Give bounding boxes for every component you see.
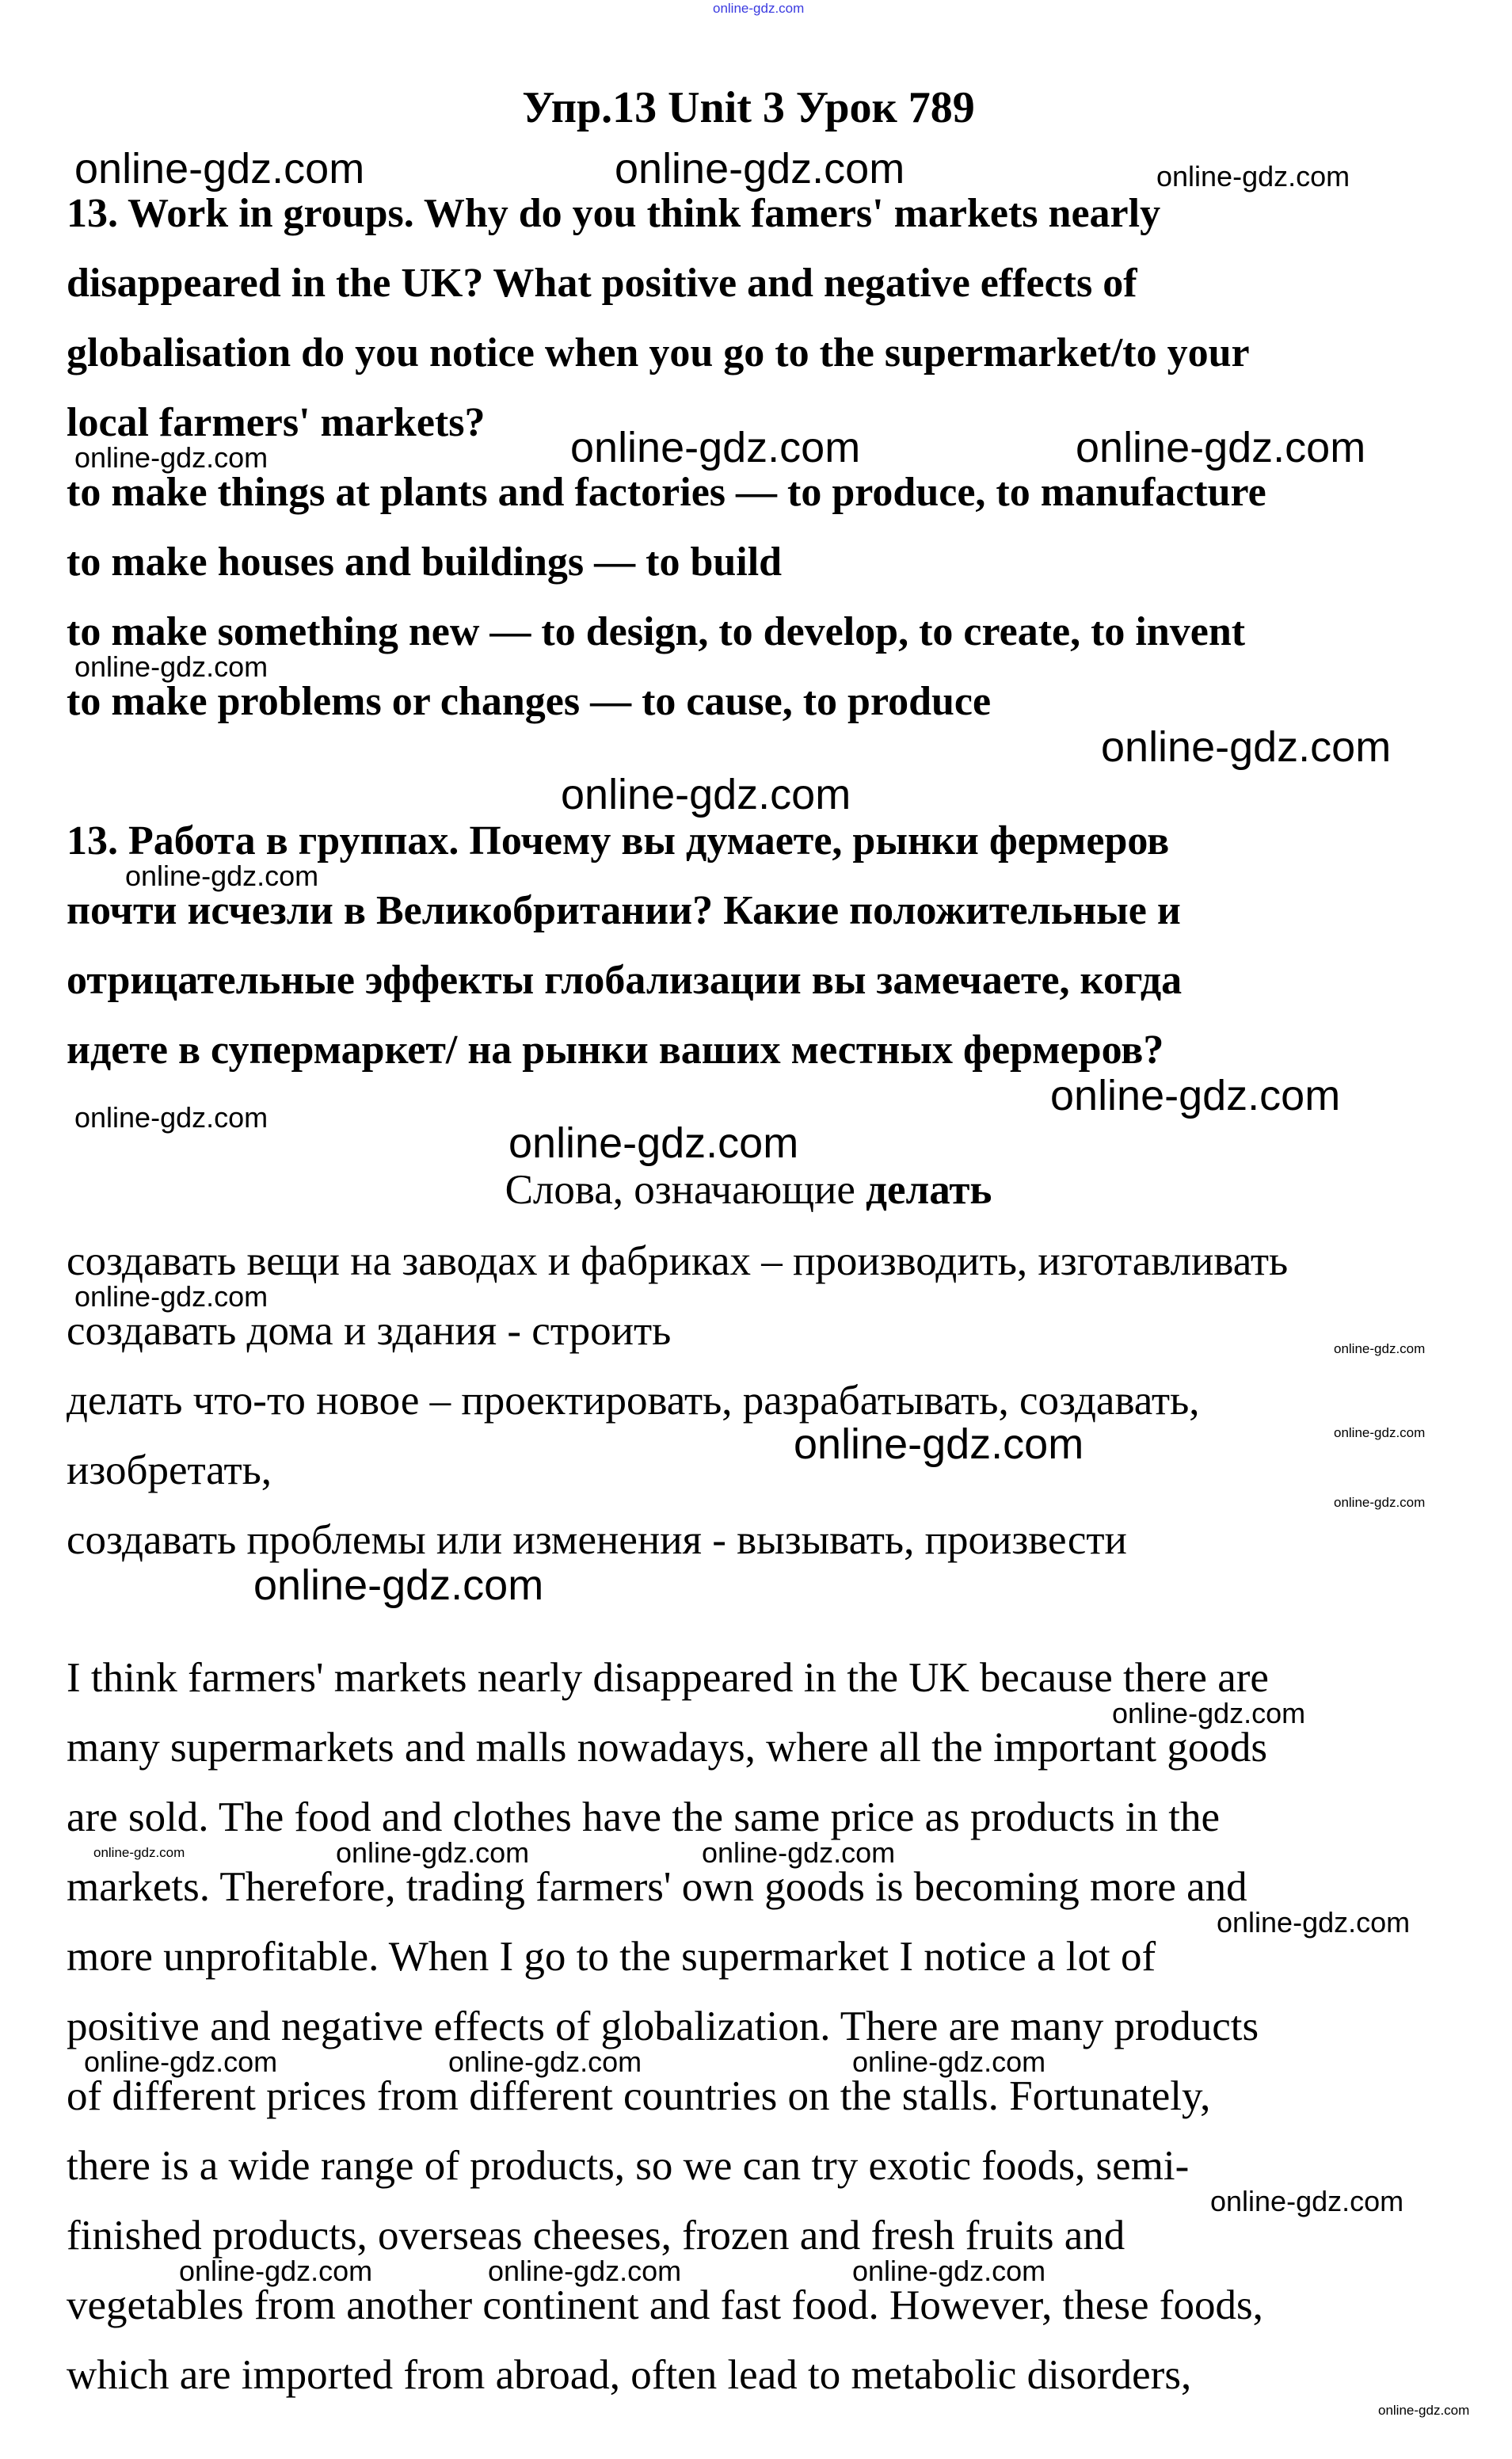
watermark: online-gdz.com [1210, 2185, 1404, 2217]
watermark: online-gdz.com [336, 1836, 530, 1869]
answer-line: I think farmers' markets nearly disappeared in the UK because there are [67, 1655, 1269, 1701]
watermark: online-gdz.com [488, 2255, 682, 2287]
watermark: online-gdz.com [615, 145, 905, 193]
watermark: online-gdz.com [1156, 160, 1350, 193]
answer-line: vegetables from another continent and fast food. However, these foods, [67, 2282, 1263, 2328]
answer-line: many supermarkets and malls nowadays, where all the important goods [67, 1725, 1268, 1771]
watermark: online-gdz.com [74, 1280, 269, 1313]
vocab-line: создавать вещи на заводах и фабриках – производить, изготавливать [67, 1238, 1289, 1284]
answer-line: positive and negative effects of globalization. There are many products [67, 2003, 1259, 2049]
watermark: online-gdz.com [74, 145, 365, 193]
vocab-line: создавать дома и здания - строить [67, 1308, 672, 1354]
page-title: Упр.13 Unit 3 Урок 789 [522, 83, 975, 132]
watermark: online-gdz.com [570, 424, 861, 471]
watermark: online-gdz.com [1101, 723, 1392, 771]
watermark: online-gdz.com [253, 1561, 544, 1609]
watermark: online-gdz.com [508, 1119, 799, 1167]
task-line: disappeared in the UK? What positive and negative effects of [67, 261, 1137, 306]
watermark: online-gdz.com [1076, 424, 1366, 471]
watermark: online-gdz.com [179, 2255, 373, 2287]
answer-line: more unprofitable. When I go to the supermarket I notice a lot of [67, 1934, 1156, 1980]
watermark: online-gdz.com [1050, 1072, 1341, 1119]
watermark: online-gdz.com [1217, 1906, 1411, 1939]
watermark: online-gdz.com [1378, 2403, 1470, 2418]
watermark: online-gdz.com [794, 1420, 1084, 1468]
task-line: почти исчезли в Великобритании? Какие положительные и [67, 888, 1181, 933]
vocab-line: создавать проблемы или изменения - вызывать, произвести [67, 1517, 1127, 1563]
watermark: online-gdz.com [1334, 1341, 1426, 1356]
watermark: online-gdz.com [84, 2045, 278, 2078]
vocab-line: to make problems or changes — to cause, to produce [67, 679, 992, 724]
vocab-line: делать что-то новое – проектировать, разрабатывать, создавать, [67, 1378, 1200, 1424]
answer-line: are sold. The food and clothes have the same price as products in the [67, 1794, 1221, 1840]
vocab-heading-bold: делать [866, 1167, 992, 1213]
task-line: идете в супермаркет/ на рынки ваших местных фермеров? [67, 1027, 1164, 1073]
vocab-line: изобретать, [67, 1447, 272, 1493]
watermark: online-gdz.com [448, 2045, 642, 2078]
watermark: online-gdz.com [852, 2255, 1046, 2287]
vocab-line: to make things at plants and factories — to produce, to manufacture [67, 470, 1266, 515]
task-line: 13. Работа в группах. Почему вы думаете, рынки фермеров [67, 818, 1170, 864]
vocab-heading-prefix: Слова, означающие [505, 1167, 866, 1213]
answer-line: of different prices from different countries on the stalls. Fortunately, [67, 2073, 1211, 2119]
answer-line: there is a wide range of products, so we can try exotic foods, semi- [67, 2143, 1190, 2189]
watermark: online-gdz.com [74, 441, 269, 474]
task-line: отрицательные эффекты глобализации вы замечаете, когда [67, 958, 1183, 1003]
watermark: online-gdz.com [713, 1, 805, 16]
vocab-heading [0, 1169, 1497, 1211]
watermark: online-gdz.com [74, 1101, 269, 1134]
task-line: globalisation do you notice when you go to the supermarket/to your [67, 330, 1250, 376]
watermark: online-gdz.com [74, 650, 269, 683]
answer-line: markets. Therefore, trading farmers' own goods is becoming more and [67, 1864, 1247, 1910]
vocab-line: to make houses and buildings — to build [67, 539, 783, 585]
watermark: online-gdz.com [125, 860, 319, 892]
watermark: online-gdz.com [93, 1845, 185, 1860]
answer-line: finished products, overseas cheeses, frozen and fresh fruits and [67, 2213, 1125, 2259]
answer-line: which are imported from abroad, often lead to metabolic disorders, [67, 2352, 1192, 2398]
watermark: online-gdz.com [561, 771, 851, 818]
watermark: online-gdz.com [1334, 1495, 1426, 1510]
watermark: online-gdz.com [852, 2045, 1046, 2078]
task-line: 13. Work in groups. Why do you think famers' markets nearly [67, 191, 1161, 236]
watermark: online-gdz.com [702, 1836, 896, 1869]
watermark: online-gdz.com [1112, 1697, 1306, 1729]
vocab-line: to make something new — to design, to develop, to create, to invent [67, 609, 1246, 654]
watermark: online-gdz.com [1334, 1425, 1426, 1440]
task-line: local farmers' markets? [67, 400, 486, 445]
